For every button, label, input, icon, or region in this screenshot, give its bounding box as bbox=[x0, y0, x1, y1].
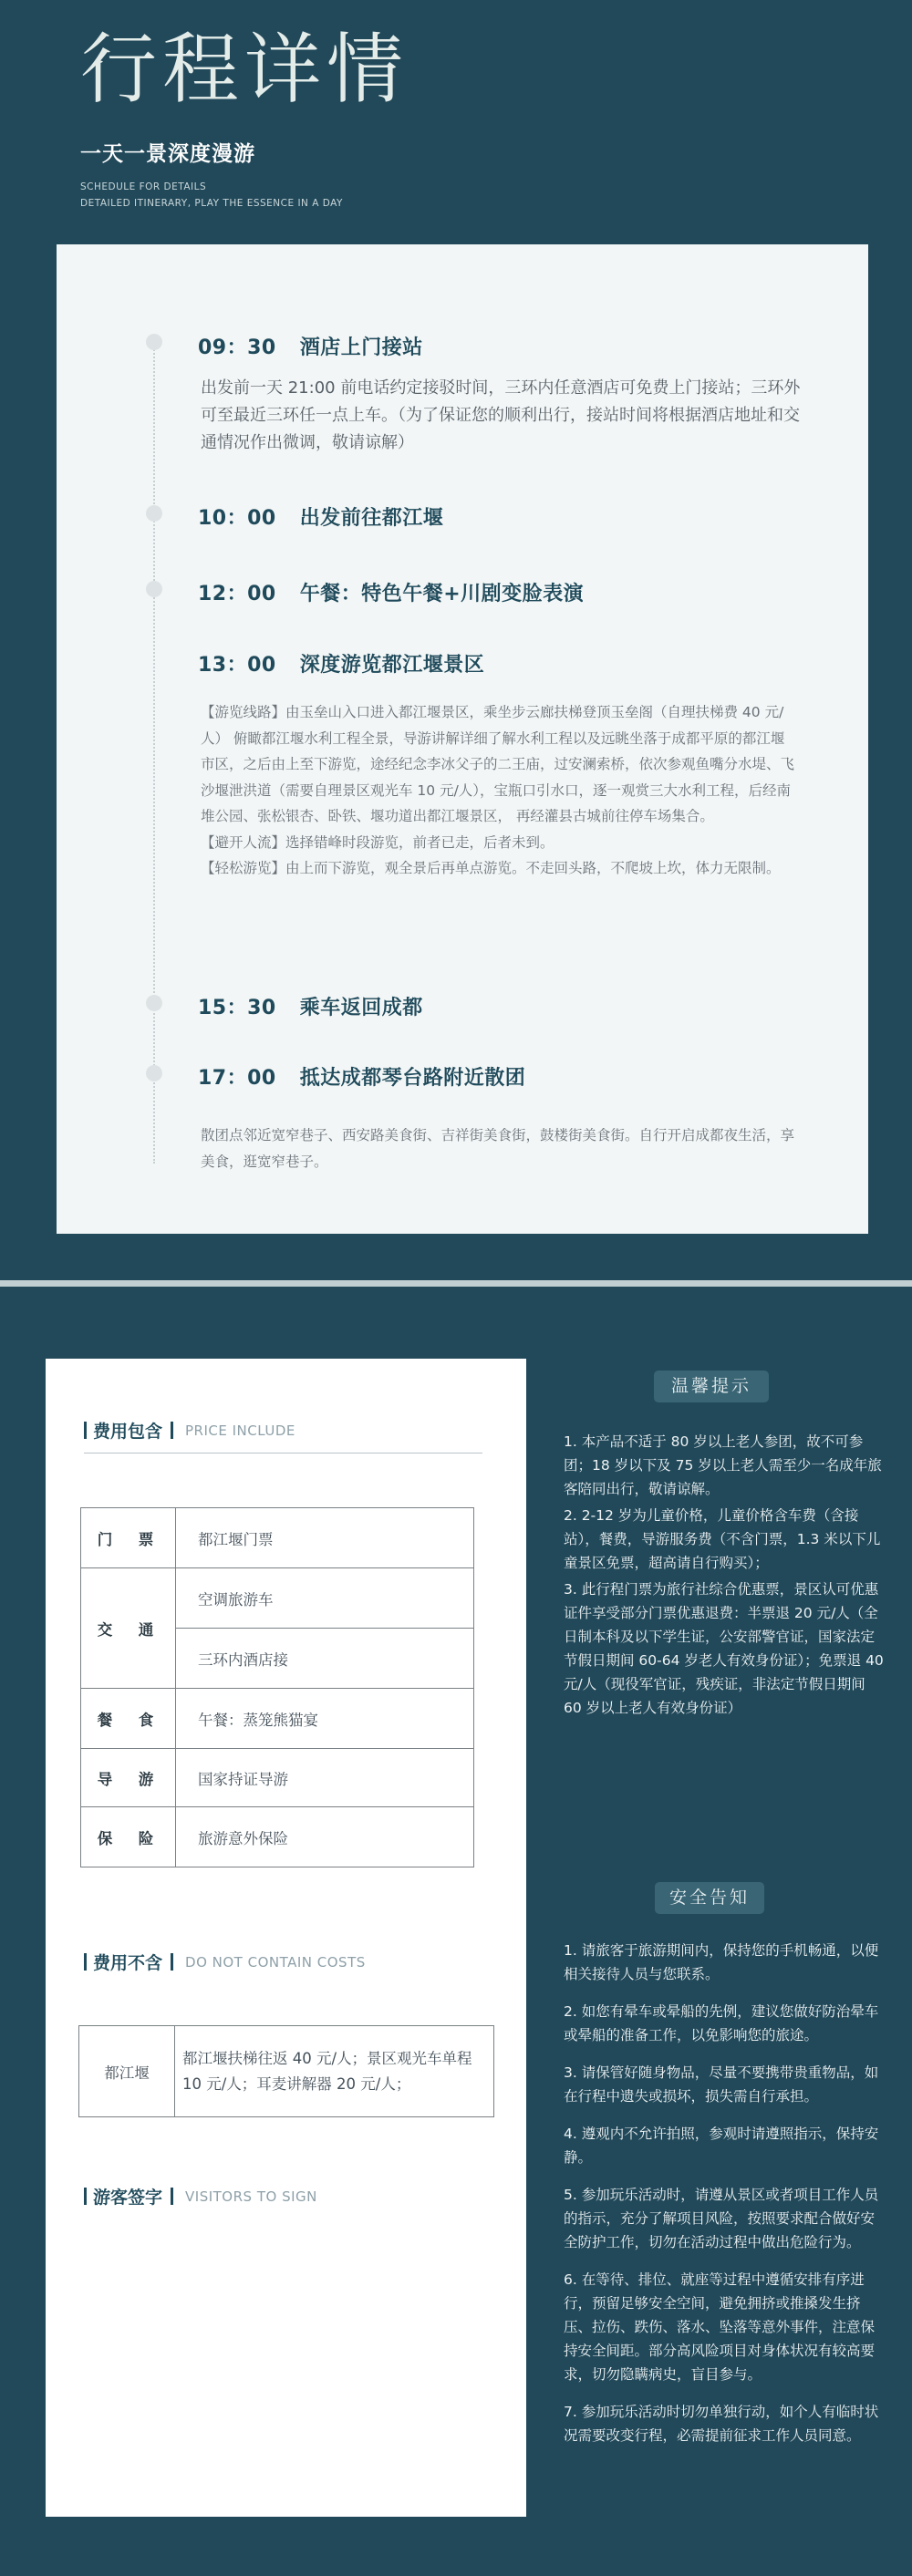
timeline-dot bbox=[146, 334, 162, 350]
english-subtitle-line-2: DETAILED ITINERARY, PLAY THE ESSENCE IN A DAY bbox=[80, 198, 343, 209]
itinerary-step-4 bbox=[198, 649, 484, 678]
page-subtitle: 一天一景深度漫游 bbox=[80, 142, 255, 166]
list-item: 5. 参加玩乐活动时，请遵从景区或者项目工作人员的指示，充分了解项目风险，按照要求配合做好安全防护工作，切勿在活动过程中做出危险行为。 bbox=[564, 2187, 879, 2250]
step-title: 抵达成都琴台路附近散团 bbox=[299, 1067, 526, 1090]
itinerary-step-3 bbox=[198, 578, 584, 606]
visitor-sign-heading: 游客签字 VISITORS TO SIGN bbox=[84, 2184, 317, 2209]
fee-include-heading: 费用包含 PRICE INCLUDE bbox=[84, 1418, 295, 1443]
route-paragraph: 【游览线路】由玉垒山入口进入都江堰景区，乘坐步云廊扶梯登顶玉垒阁（自理扶梯费 40 元/人） 俯瞰都江堰水利工程全景，导游讲解详细了解水利工程以及远眺坐落于成都平原的都江堰市区，之后由上至下游览，途经纪念李冰父子的二王庙，过安澜索桥，依次参观鱼嘴分水堤、飞沙堰泄洪道（需要自理景区观光车 10 元/人），宝瓶口引水口，逐一观赏三大水利工程，后经南堆公园、张松银杏、卧铁、堰功道出都江堰景区， 再经灌县古城前往停车场集合。 bbox=[201, 704, 795, 824]
fee-exclude-heading: 费用不含 DO NOT CONTAIN COSTS bbox=[84, 1950, 366, 1974]
step-description bbox=[201, 699, 798, 882]
step-description: 出发前一天 21:00 前电话约定接驳时间，三环内任意酒店可免费上门接站；三环外可至最近三环任一点上车。（为了保证您的顺利出行，接站时间将根据酒店地址和交通情况作出微调，敬请谅解） bbox=[201, 378, 801, 452]
timeline-dot bbox=[146, 995, 162, 1011]
fee-card bbox=[46, 1359, 526, 2517]
avoid-crowds-paragraph: 【避开人流】选择错峰时段游览，前者已走，后者未到。 bbox=[201, 833, 554, 851]
timeline-dot bbox=[146, 505, 162, 522]
step-title: 酒店上门接站 bbox=[299, 336, 423, 359]
easy-tour-paragraph: 【轻松游览】由上而下游览，观全景后再单点游览。不走回头路，不爬坡上坎，体力无限制。 bbox=[201, 860, 781, 876]
list-item: 1. 请旅客于旅游期间内，保持您的手机畅通，以便相关接待人员与您联系。 bbox=[564, 1942, 879, 1982]
itinerary-step-2 bbox=[198, 502, 443, 531]
page-title: 行程详情 bbox=[80, 25, 409, 114]
warm-tips-list bbox=[564, 1430, 885, 1723]
timeline-dot bbox=[146, 1065, 162, 1081]
fee-exclude-table bbox=[78, 2025, 494, 2117]
step-title: 乘车返回成都 bbox=[299, 997, 423, 1019]
table-row: 交 通 空调旅游车 bbox=[81, 1568, 474, 1629]
warm-tips-title: 温馨提示 bbox=[654, 1371, 769, 1402]
step-time: 09：30 bbox=[198, 336, 276, 359]
timeline-line bbox=[153, 343, 155, 1164]
table-row: 门 票 都江堰门票 bbox=[81, 1508, 474, 1568]
list-item: 3. 此行程门票为旅行社综合优惠票，景区认可优惠证件享受部分门票优惠退费：半票退 20 元/人（全日制本科及以下学生证，公安部警官证，国家法定节假日期间 60-64 岁老人有效身份证）；免票退 40 元/人（现役军官证，残疾证，非法定节假日期间 60 岁以上老人有效身份证） bbox=[564, 1581, 884, 1716]
itinerary-step-6 bbox=[198, 1062, 525, 1091]
table-row: 餐 食 午餐：蒸笼熊猫宴 bbox=[81, 1689, 474, 1749]
step-time: 10：00 bbox=[198, 507, 276, 530]
table-row: 三环内酒店接 bbox=[81, 1629, 474, 1689]
list-item: 2. 2-12 岁为儿童价格，儿童价格含车费（含接站），餐费，导游服务费（不含门票，1.3 米以下儿童景区免票，超高请自行购买）； bbox=[564, 1507, 881, 1571]
step-title: 出发前往都江堰 bbox=[299, 507, 444, 530]
safety-list bbox=[564, 1939, 885, 2461]
step-title: 午餐：特色午餐+川剧变脸表演 bbox=[299, 583, 585, 605]
step-time: 13：00 bbox=[198, 654, 276, 677]
list-item: 3. 请保管好随身物品，尽量不要携带贵重物品，如在行程中遗失或损坏，损失需自行承担。 bbox=[564, 2064, 879, 2105]
step-title: 深度游览都江堰景区 bbox=[299, 654, 485, 677]
heading-underline bbox=[84, 1453, 482, 1454]
fee-include-table bbox=[80, 1507, 474, 1867]
itinerary-card bbox=[57, 244, 868, 1234]
list-item: 2. 如您有晕车或晕船的先例，建议您做好防治晕车或晕船的准备工作，以免影响您的旅途。 bbox=[564, 2003, 879, 2043]
english-subtitle-line-1: SCHEDULE FOR DETAILS bbox=[80, 181, 207, 192]
itinerary-step-1 bbox=[198, 332, 423, 360]
table-row: 都江堰 都江堰扶梯往返 40 元/人；景区观光车单程 10 元/人；耳麦讲解器 20 元/人； bbox=[79, 2026, 494, 2117]
safety-title: 安全告知 bbox=[655, 1882, 764, 1914]
step-description: 散团点邻近宽窄巷子、西安路美食街、吉祥街美食街，鼓楼街美食街。自行开启成都夜生活，享美食，逛宽窄巷子。 bbox=[201, 1127, 795, 1170]
list-item: 1. 本产品不适于 80 岁以上老人参团，故不可参团；18 岁以下及 75 岁以上老人需至少一名成年旅客陪同出行，敬请谅解。 bbox=[564, 1433, 882, 1497]
itinerary-step-5 bbox=[198, 992, 423, 1020]
step-time: 15：30 bbox=[198, 997, 276, 1019]
list-item: 4. 遵观内不允许拍照，参观时请遵照指示，保持安静。 bbox=[564, 2126, 879, 2166]
english-subtitle bbox=[80, 179, 343, 212]
step-time: 12：00 bbox=[198, 583, 276, 605]
table-row: 导 游 国家持证导游 bbox=[81, 1749, 474, 1807]
table-row: 保 险 旅游意外保险 bbox=[81, 1807, 474, 1867]
step-time: 17：00 bbox=[198, 1067, 276, 1090]
list-item: 6. 在等待、排位、就座等过程中遵循安排有序进行，预留足够安全空间，避免拥挤或推搡发生挤压、拉伤、跌伤、落水、坠落等意外事件，注意保持安全间距。部分高风险项目对身体状况有较高要求，切勿隐瞒病史，盲目参与。 bbox=[564, 2271, 876, 2383]
timeline-dot bbox=[146, 581, 162, 597]
section-divider bbox=[0, 1280, 912, 1287]
list-item: 7. 参加玩乐活动时切勿单独行动，如个人有临时状况需要改变行程，必需提前征求工作人员同意。 bbox=[564, 2404, 879, 2444]
